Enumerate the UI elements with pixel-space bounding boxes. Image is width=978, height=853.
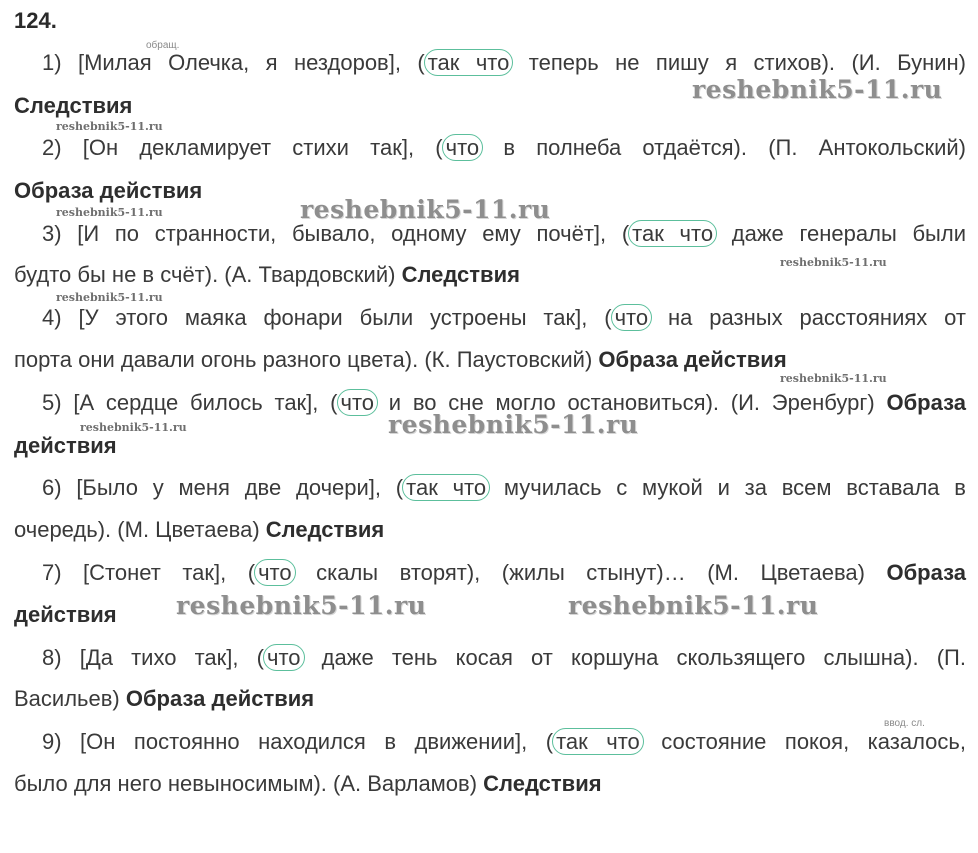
item-7-conjunction-circled: что [254, 559, 296, 586]
item-6-text: 6) [Было у меня две дочери], ( [42, 475, 404, 500]
watermark: reshebnik5-11.ru [388, 410, 639, 439]
item-8-text-cont: даже тень косая от коршуна скользящего слышна). (П. [303, 645, 966, 670]
item-6-line-1 [14, 473, 966, 503]
item-1-text: 1) [Милая Олечка, я нездоров], ( [42, 50, 425, 75]
item-8-line-1 [14, 643, 966, 673]
item-5-answer-part-1: Образа [886, 390, 966, 415]
item-4-text: 4) [У этого маяка фонари были устроены так], ( [42, 305, 612, 330]
item-3-answer: Следствия [401, 262, 520, 287]
item-2-answer: Образа действия [14, 178, 203, 203]
watermark-small: reshebnik5-11.ru [56, 291, 163, 304]
item-4-answer: Образа действия [598, 347, 787, 372]
item-6-line-2 [14, 515, 966, 545]
annotation-introductory-word: ввод. сл. [884, 718, 925, 729]
item-5-conjunction-circled: что [337, 389, 379, 416]
item-4-conjunction-circled: что [611, 304, 653, 331]
item-8-text: 8) [Да тихо так], ( [42, 645, 264, 670]
item-1-text-cont: теперь не пишу я стихов). (И. Бунин) [512, 50, 966, 75]
item-8-line-2 [14, 684, 966, 714]
item-5-text-cont: и во сне могло остановиться). (И. Эренбург) [377, 390, 887, 415]
item-3-text-cont: даже генералы были [716, 221, 966, 246]
item-9-text: 9) [Он постоянно находился в движении], ( [42, 729, 554, 754]
watermark: reshebnik5-11.ru [692, 75, 943, 104]
item-4-text-cont: на разных расстояниях от [651, 305, 966, 330]
item-2-text: 2) [Он декламирует стихи так], ( [42, 135, 443, 160]
item-8-answer: Образа действия [125, 686, 315, 711]
item-3-conjunction-circled: так что [628, 220, 717, 247]
item-9-text-cont: состояние покоя, казалось, [642, 729, 966, 754]
item-7-answer-part-1: Образа [886, 560, 967, 585]
annotation-address: обращ. [146, 40, 180, 51]
watermark-small: reshebnik5-11.ru [780, 256, 887, 269]
item-4-line-1 [14, 303, 966, 333]
item-6-conjunction-circled: так что [402, 474, 490, 501]
watermark: reshebnik5-11.ru [300, 195, 551, 224]
watermark-small: reshebnik5-11.ru [780, 372, 887, 385]
item-7-text: 7) [Стонет так], ( [42, 560, 256, 585]
item-8-conjunction-circled: что [263, 644, 305, 671]
item-6-text-2: очередь). (М. Цветаева) [14, 517, 266, 542]
item-7-line-2 [14, 600, 966, 630]
watermark-small: reshebnik5-11.ru [80, 421, 187, 434]
exercise-number: 124. [14, 8, 57, 33]
item-9-line-2 [14, 769, 966, 799]
item-8-text-2: Васильев) [14, 686, 126, 711]
item-2-line-1 [14, 133, 966, 163]
item-2-text-cont: в полнеба отдаётся). (П. Антокольский) [482, 135, 966, 160]
item-3-text-2: будто бы не в счёт). (А. Твардовский) [14, 262, 402, 287]
item-1-line-1 [14, 48, 966, 78]
watermark: reshebnik5-11.ru [176, 591, 427, 620]
item-9-text-2: было для него невыносимым). (А. Варламов) [14, 771, 484, 796]
item-6-answer: Следствия [265, 517, 385, 542]
item-5-answer-part-2: действия [14, 433, 117, 458]
item-7-answer-part-2: действия [14, 602, 117, 627]
item-5-text: 5) [А сердце билось так], ( [42, 390, 338, 415]
item-4-line-2 [14, 345, 966, 375]
item-7-text-cont: скалы вторят), (жилы стынут)… (М. Цветаева) [294, 560, 887, 585]
item-3-text: 3) [И по странности, бывало, одному ему почёт], ( [42, 221, 630, 246]
item-6-text-cont: мучилась с мукой и за всем вставала в [489, 475, 966, 500]
item-1-conjunction-circled: так что [424, 49, 514, 76]
item-9-conjunction-circled: так что [552, 728, 644, 755]
item-2-conjunction-circled: что [442, 134, 484, 161]
watermark: reshebnik5-11.ru [568, 591, 819, 620]
watermark-small: reshebnik5-11.ru [56, 120, 163, 133]
item-4-text-2: порта они давали огонь разного цвета). (К. Паустовский) [14, 347, 599, 372]
item-9-line-1 [14, 727, 966, 757]
item-9-answer: Следствия [483, 771, 602, 796]
item-1-answer: Следствия [14, 93, 133, 118]
item-7-line-1 [14, 558, 966, 588]
watermark-small: reshebnik5-11.ru [56, 206, 163, 219]
